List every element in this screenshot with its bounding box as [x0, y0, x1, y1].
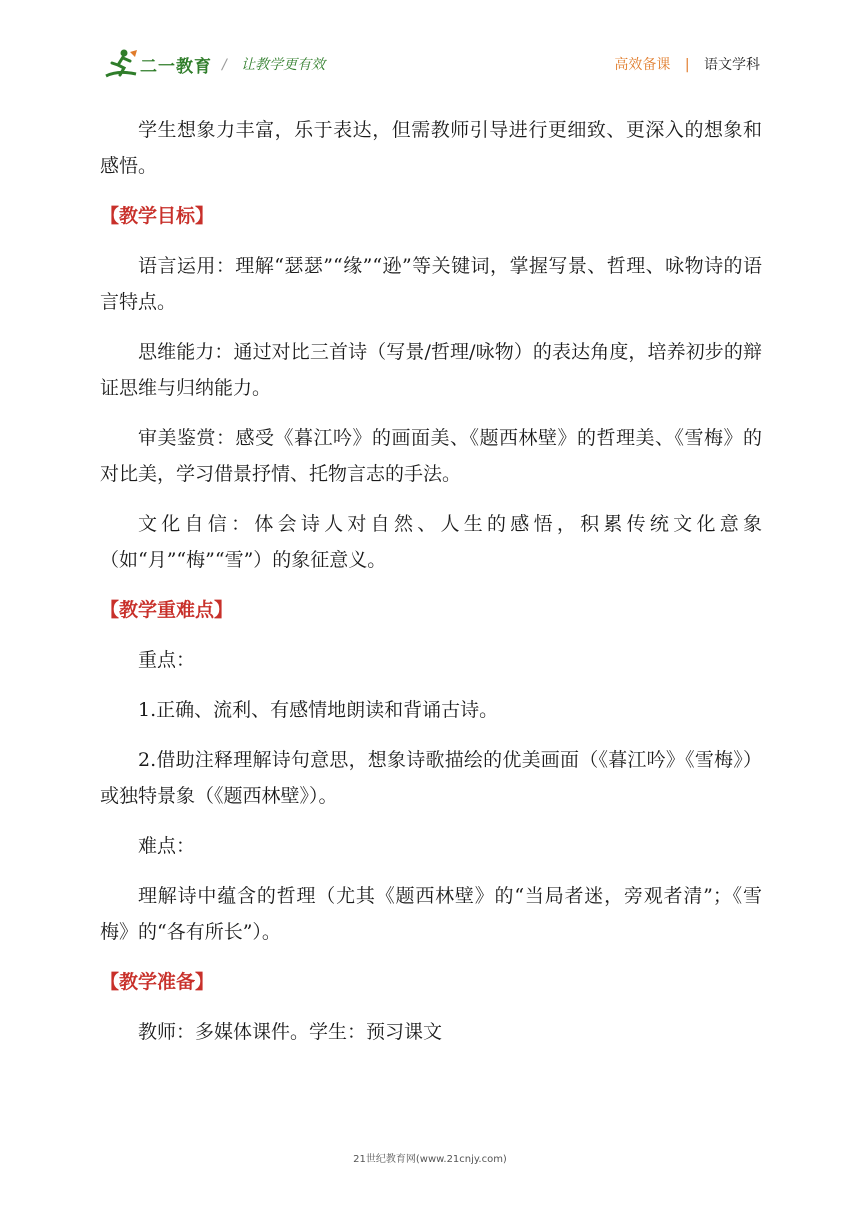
slogan-text: 让教学更有效: [241, 57, 326, 73]
tag-divider: |: [684, 57, 690, 73]
header-slogan: [222, 54, 325, 74]
page-footer: 21世纪教育网(www.21cnjy.com): [353, 1154, 507, 1165]
goals-heading: 【教学目标】: [100, 205, 215, 227]
prep-heading: 【教学准备】: [100, 971, 215, 993]
prep-text: 教师：多媒体课件。学生：预习课文: [138, 1021, 443, 1043]
header-tags: [614, 54, 760, 74]
logo-text: 二一教育: [140, 57, 212, 77]
logo: [104, 48, 214, 82]
focus-item-2: 2.借助注释理解诗句意思，想象诗歌描绘的优美画面（《暮江吟》《雪梅》）或独特景象（《题西林壁》）。: [100, 749, 762, 807]
key-points-heading: 【教学重难点】: [100, 599, 234, 621]
difficulty-text: 理解诗中蕴含的哲理（尤其《题西林壁》的“当局者迷，旁观者清”；《雪梅》的“各有所长”）。: [100, 885, 762, 943]
document-body: [100, 112, 762, 1064]
goal-thinking: 思维能力：通过对比三首诗（写景/哲理/咏物）的表达角度，培养初步的辩证思维与归纳能力。: [100, 341, 762, 399]
tag-subject: 语文学科: [704, 57, 760, 73]
page-header: [100, 48, 760, 84]
difficulty-label: 难点：: [138, 835, 196, 857]
goal-culture: 文化自信：体会诗人对自然、人生的感悟，积累传统文化意象（如“月”“梅”“雪”）的象征意义。: [100, 513, 762, 571]
runner-logo-icon: [104, 48, 140, 82]
slogan-separator: /: [222, 57, 227, 73]
intro-paragraph: 学生想象力丰富，乐于表达，但需教师引导进行更细致、更深入的想象和感悟。: [100, 119, 762, 177]
goal-language: 语言运用：理解“瑟瑟”“缘”“逊”等关键词，掌握写景、哲理、咏物诗的语言特点。: [100, 255, 762, 313]
tag-efficient-prep: 高效备课: [614, 57, 671, 73]
goal-aesthetics: 审美鉴赏：感受《暮江吟》的画面美、《题西林壁》的哲理美、《雪梅》的对比美，学习借景抒情、托物言志的手法。: [100, 427, 762, 485]
focus-label: 重点：: [138, 649, 196, 671]
focus-item-1: 1.正确、流利、有感情地朗读和背诵古诗。: [138, 699, 499, 721]
